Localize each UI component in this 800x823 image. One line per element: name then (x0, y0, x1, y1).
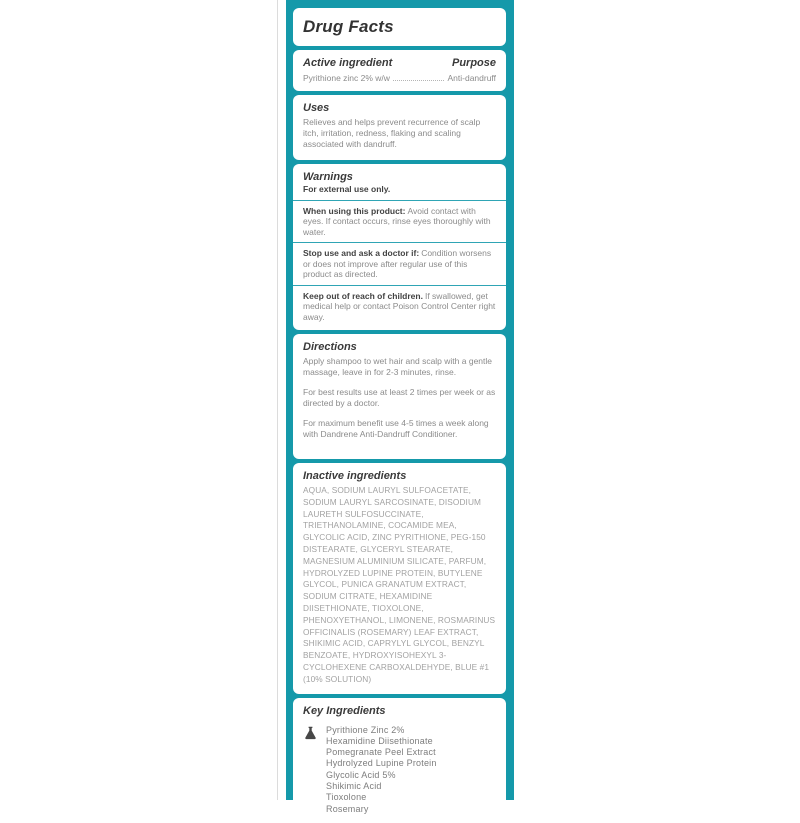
package-fold-line (277, 0, 278, 800)
active-ingredient-section (293, 50, 506, 91)
key-ingredients-heading: Key Ingredients (303, 704, 386, 717)
key-ingredient-item: Hexamidine Diisethionate (326, 735, 433, 746)
directions-paragraph: For best results use at least 2 times per week or as directed by a doctor. (303, 387, 496, 408)
warnings-divider (293, 200, 506, 201)
warning-stop-use (303, 248, 496, 280)
drug-facts-title-card (293, 8, 506, 46)
external-use-text: For external use only. (303, 184, 391, 194)
key-ingredient-item: Hydrolyzed Lupine Protein (326, 758, 437, 769)
warning-keep-out-text: If swallowed, get medical help or contact Poison Control Center right away. (303, 290, 496, 322)
inactive-ingredients-text: AQUA, SODIUM LAURYL SULFOACETATE, SODIUM LAURYL SARCOSINATE, DISODIUM LAURETH SULFOSUCCINATE, TRIETHANOLAMINE, COCAMIDE MEA, GLYCOLIC ACID, ZINC PYRITHIONE, PEG-150 DISTEARATE, GLYCERYL STEARATE, MAGNESIUM ALUMINIUM SILICATE, PARFUM, HYDROLYZED LUPINE PROTEIN, BUTYLENE GLYCOL, PUNICA GRANATUM EXTRACT, SODIUM CITRATE, HEXAMIDINE DIISETHIONATE, TIOXOLONE, PHENOXYETHANOL, LIMONENE, ROSMARINUS OFFICINALIS (ROSEMARY) LEAF EXTRACT, SHIKIMIC ACID, CAPRYLYL GLYCOL, BENZYL BENZOATE, HYDROXYISOHEXYL 3-CYCLOHEXENE CARBOXALDEHYDE, BLUE #1 (10% SOLUTION) (303, 485, 496, 684)
key-ingredient-item: Tioxolone (326, 792, 367, 803)
warning-stop-use-label: Stop use and ask a doctor if: (303, 248, 420, 258)
inactive-ingredients-heading: Inactive ingredients (303, 470, 407, 482)
warnings-divider (293, 242, 506, 243)
key-ingredient-item: Pomegranate Peel Extract (326, 747, 436, 758)
purpose-value: Anti-dandruff (447, 73, 496, 83)
active-ingredient-heading: Active ingredient (303, 57, 393, 69)
drug-facts-title: Drug Facts (303, 16, 394, 36)
key-ingredient-item: Glycolic Acid 5% (326, 769, 396, 780)
key-ingredients-list (326, 725, 437, 815)
directions-paragraph: For maximum benefit use 4-5 times a week along with Dandrene Anti-Dandruff Conditioner. (303, 418, 489, 439)
warning-when-using-text: Avoid contact with eyes. If contact occurs, rinse eyes thoroughly with water. (303, 205, 491, 237)
key-ingredient-item: Shikimic Acid (326, 781, 382, 792)
warnings-divider (293, 285, 506, 286)
warnings-section (293, 164, 506, 330)
uses-section (293, 95, 506, 160)
warning-when-using-label: When using this product: (303, 205, 406, 216)
warning-when-using (303, 206, 496, 238)
uses-heading: Uses (303, 102, 330, 114)
directions-section (293, 334, 506, 459)
active-ingredient-value: Pyrithione zinc 2% w/w (303, 73, 390, 83)
key-ingredients-section (293, 698, 506, 823)
directions-heading: Directions (303, 341, 357, 353)
warning-stop-use-text: Condition worsens or does not improve after regular use of this product as directed. (303, 248, 492, 279)
key-ingredient-item: Rosemary (326, 803, 369, 814)
flask-icon (304, 726, 317, 740)
inactive-ingredients-section (293, 463, 506, 694)
dotted-leader (393, 73, 445, 81)
warnings-heading: Warnings (303, 171, 353, 183)
directions-paragraph: Apply shampoo to wet hair and scalp with a gentle massage, leave in for 2-3 minutes, rinse. (303, 356, 493, 377)
purpose-heading: Purpose (451, 57, 496, 69)
warning-keep-out-label: Keep out of reach of children. (303, 290, 423, 301)
warning-keep-out (303, 291, 496, 323)
uses-text: Relieves and helps prevent recurrence of scalp itch, irritation, redness, flaking and scaling associated with dandruff. (303, 117, 481, 149)
drug-facts-panel (286, 0, 514, 814)
key-ingredient-item: Pyrithione Zinc 2% (326, 724, 405, 735)
